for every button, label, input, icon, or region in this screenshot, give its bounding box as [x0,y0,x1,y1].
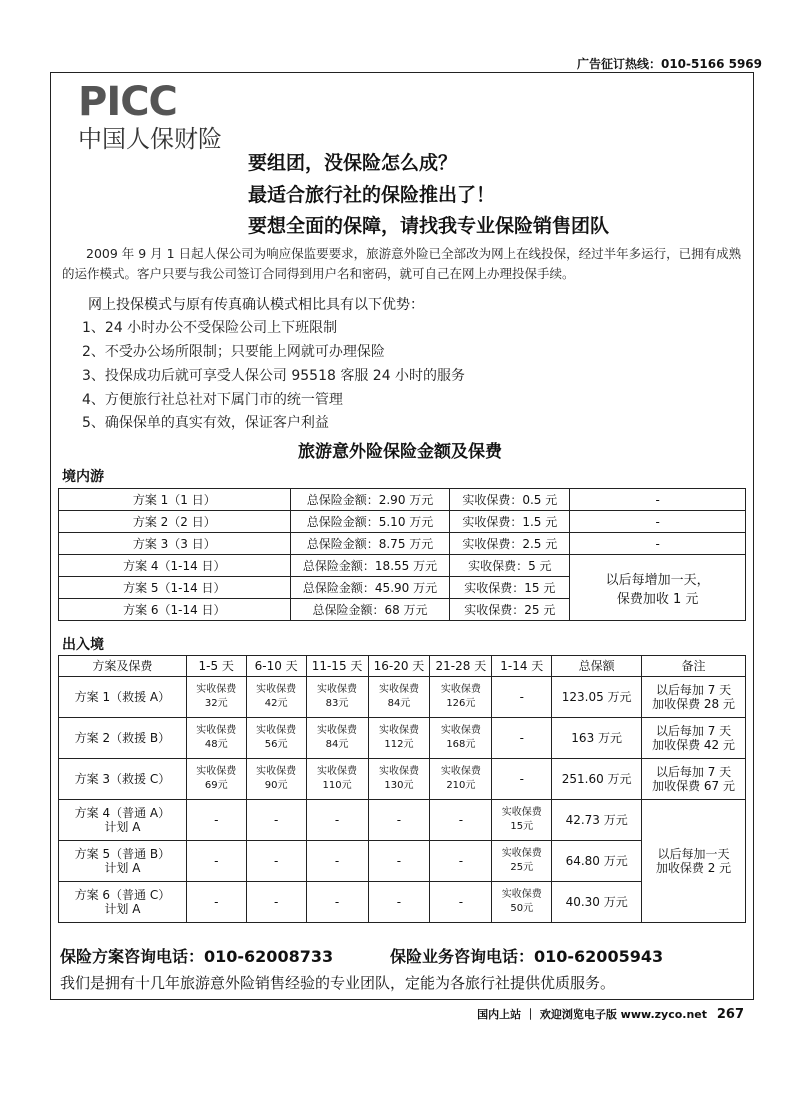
fee-cell [246,677,306,718]
dash-cell: - [430,841,492,882]
header-cell: 6-10 天 [246,656,306,677]
fee-label: 实收保费 [317,766,358,777]
header-cell: 1-14 天 [492,656,552,677]
fee-value: 84元 [387,698,411,709]
fee-cell [306,759,368,800]
fee-label: 实收保费 [440,725,481,736]
fee-value: 90元 [264,780,288,791]
fee-value: 25元 [510,862,534,873]
fee-label: 实收保费 [501,889,542,900]
dash-cell: - [430,800,492,841]
advantage-item: 5、确保保单的真实有效，保证客户利益 [82,415,329,431]
plan-cell: 方案 3（救援 C） [59,759,187,800]
fee-cell [246,759,306,800]
header-cell: 16-20 天 [368,656,430,677]
table-row [59,800,746,841]
fee-value: 126元 [446,698,476,709]
fee-value: 56元 [264,739,288,750]
fee-label: 实收保费 [256,725,297,736]
premium-cell: 实收保费：0.5 元 [450,489,570,511]
dash-cell: - [246,800,306,841]
table-row [59,555,746,577]
fee-value: 15元 [510,821,534,832]
table-row [59,677,746,718]
fee-value: 210元 [446,780,476,791]
ad-hotline: 广告征订热线：010-5166 5969 [576,57,762,71]
plan-cell: 方案 2（2 日） [59,511,291,533]
headline-3: 要想全面的保障，请找我专业保险销售团队 [248,215,610,237]
header-cell: 备注 [642,656,746,677]
fee-label: 实收保费 [317,684,358,695]
fee-value: 42元 [264,698,288,709]
advantage-item: 4、方便旅行社总社对下属门市的统一管理 [82,392,343,408]
fee-cell [186,718,246,759]
section-title: 旅游意外险保险金额及保费 [298,442,502,462]
sum-cell: 总保险金额：45.90 万元 [290,577,450,599]
fee-value: 112元 [384,739,414,750]
domestic-table [58,488,746,621]
table-row [59,759,746,800]
dash-cell: - [186,841,246,882]
picc-logo [78,80,228,158]
fee-label: 实收保费 [196,766,237,777]
domestic-label: 境内游 [62,469,104,485]
premium-cell: 实收保费：5 元 [450,555,570,577]
dash-cell: - [186,882,246,923]
sum-cell: 总保险金额：68 万元 [290,599,450,621]
total-cell: 40.30 万元 [552,882,642,923]
header-cell: 总保额 [552,656,642,677]
fee-cell [186,759,246,800]
advantage-item: 3、投保成功后就可享受人保公司 95518 客服 24 小时的服务 [82,368,466,384]
note-cell: - [570,511,746,533]
total-cell: 251.60 万元 [552,759,642,800]
plan-cell: 方案 6（普通 C） 计划 A [59,882,187,923]
fee-cell [430,677,492,718]
fee-label: 实收保费 [440,684,481,695]
dash-cell: - [368,841,430,882]
fee-value: 48元 [204,739,228,750]
sum-cell: 总保险金额：2.90 万元 [290,489,450,511]
note-cell: 以后每加 7 天 加收保费 42 元 [642,718,746,759]
dash-cell: - [246,841,306,882]
header-cell: 11-15 天 [306,656,368,677]
total-cell: 42.73 万元 [552,800,642,841]
premium-cell: 实收保费：15 元 [450,577,570,599]
plan-cell: 方案 3（3 日） [59,533,291,555]
note-cell: 以后每加一天 加收保费 2 元 [642,800,746,923]
header-cell: 21-28 天 [430,656,492,677]
fee-label: 实收保费 [501,848,542,859]
dash-cell: - [492,759,552,800]
note-cell: - [570,533,746,555]
contact-plan-phone: 保险方案咨询电话：010-62008733 [60,947,334,966]
fee-label: 实收保费 [317,725,358,736]
fee-value: 50元 [510,903,534,914]
dash-cell: - [306,882,368,923]
dash-cell: - [246,882,306,923]
dash-cell: - [368,800,430,841]
fee-cell [306,677,368,718]
dash-cell: - [306,841,368,882]
dash-cell: - [306,800,368,841]
plan-cell: 方案 2（救援 B） [59,718,187,759]
fee-cell [246,718,306,759]
fee-label: 实收保费 [378,766,419,777]
note-cell: 以后每加 7 天 加收保费 28 元 [642,677,746,718]
plan-cell: 方案 1（救援 A） [59,677,187,718]
table-row [59,533,746,555]
fee-value: 83元 [325,698,349,709]
plan-cell: 方案 6（1-14 日） [59,599,291,621]
fee-value: 110元 [322,780,352,791]
total-cell: 64.80 万元 [552,841,642,882]
total-cell: 123.05 万元 [552,677,642,718]
table-row [59,511,746,533]
dash-cell: - [186,800,246,841]
fee-cell [430,759,492,800]
dash-cell: - [368,882,430,923]
dash-cell: - [430,882,492,923]
fee-label: 实收保费 [440,766,481,777]
fee-label: 实收保费 [378,684,419,695]
plan-cell: 方案 5（1-14 日） [59,577,291,599]
fee-value: 69元 [204,780,228,791]
total-cell: 163 万元 [552,718,642,759]
fee-label: 实收保费 [196,684,237,695]
header-cell: 1-5 天 [186,656,246,677]
note-cell: 以后每加 7 天 加收保费 67 元 [642,759,746,800]
logo-brand: PICC [78,79,177,125]
fee-value: 130元 [384,780,414,791]
premium-cell: 实收保费：2.5 元 [450,533,570,555]
table-row [59,489,746,511]
fee-label: 实收保费 [196,725,237,736]
fee-value: 84元 [325,739,349,750]
footer-text: 国内上站 ｜ 欢迎浏览电子版 www.zyco.net [477,1008,708,1021]
fee-cell [368,759,430,800]
fee-cell [186,677,246,718]
sum-cell: 总保险金额：5.10 万元 [290,511,450,533]
headline-1: 要组团，没保险怎么成？ [248,152,458,174]
sum-cell: 总保险金额：18.55 万元 [290,555,450,577]
intl-label: 出入境 [62,637,104,653]
closing-text: 我们是拥有十几年旅游意外险销售经验的专业团队，定能为各旅行社提供优质服务。 [60,974,616,992]
premium-cell: 实收保费：1.5 元 [450,511,570,533]
dash-cell: - [492,718,552,759]
plan-cell: 方案 1（1 日） [59,489,291,511]
dash-cell: - [492,677,552,718]
plan-cell: 方案 5（普通 B） 计划 A [59,841,187,882]
fee-cell [492,882,552,923]
table-row [59,718,746,759]
logo-cn: 中国人保财险 [78,125,222,153]
plan-cell: 方案 4（1-14 日） [59,555,291,577]
fee-cell [492,800,552,841]
contact-business-phone: 保险业务咨询电话：010-62005943 [390,947,664,966]
fee-cell [430,718,492,759]
advantage-item: 1、24 小时办公不受保险公司上下班限制 [82,320,338,336]
premium-cell: 实收保费：25 元 [450,599,570,621]
page-number: 267 [716,1007,744,1022]
note-cell: - [570,489,746,511]
fee-cell [368,677,430,718]
advantages-title: 网上投保模式与原有传真确认模式相比具有以下优势： [88,297,424,313]
plan-cell: 方案 4（普通 A） 计划 A [59,800,187,841]
fee-label: 实收保费 [378,725,419,736]
advantage-item: 2、不受办公场所限制；只要能上网就可办理保险 [82,344,385,360]
fee-label: 实收保费 [501,807,542,818]
header-cell: 方案及保费 [59,656,187,677]
note-cell: 以后每增加一天， 保费加收 1 元 [570,555,746,621]
fee-value: 168元 [446,739,476,750]
fee-cell [368,718,430,759]
fee-label: 实收保费 [256,684,297,695]
fee-cell [492,841,552,882]
headline-2: 最适合旅行社的保险推出了！ [248,184,496,206]
fee-cell [306,718,368,759]
intl-table [58,655,746,923]
footer [477,1006,744,1022]
sum-cell: 总保险金额：8.75 万元 [290,533,450,555]
intro-paragraph: 2009 年 9 月 1 日起人保公司为响应保监要要求，旅游意外险已全部改为网上在线投保，经过半年多运行，已拥有成熟的运作模式。客户只要与我公司签订合同得到用户名和密码，就可自己在网上办理投保手续。 [62,246,742,281]
fee-label: 实收保费 [256,766,297,777]
fee-value: 32元 [204,698,228,709]
